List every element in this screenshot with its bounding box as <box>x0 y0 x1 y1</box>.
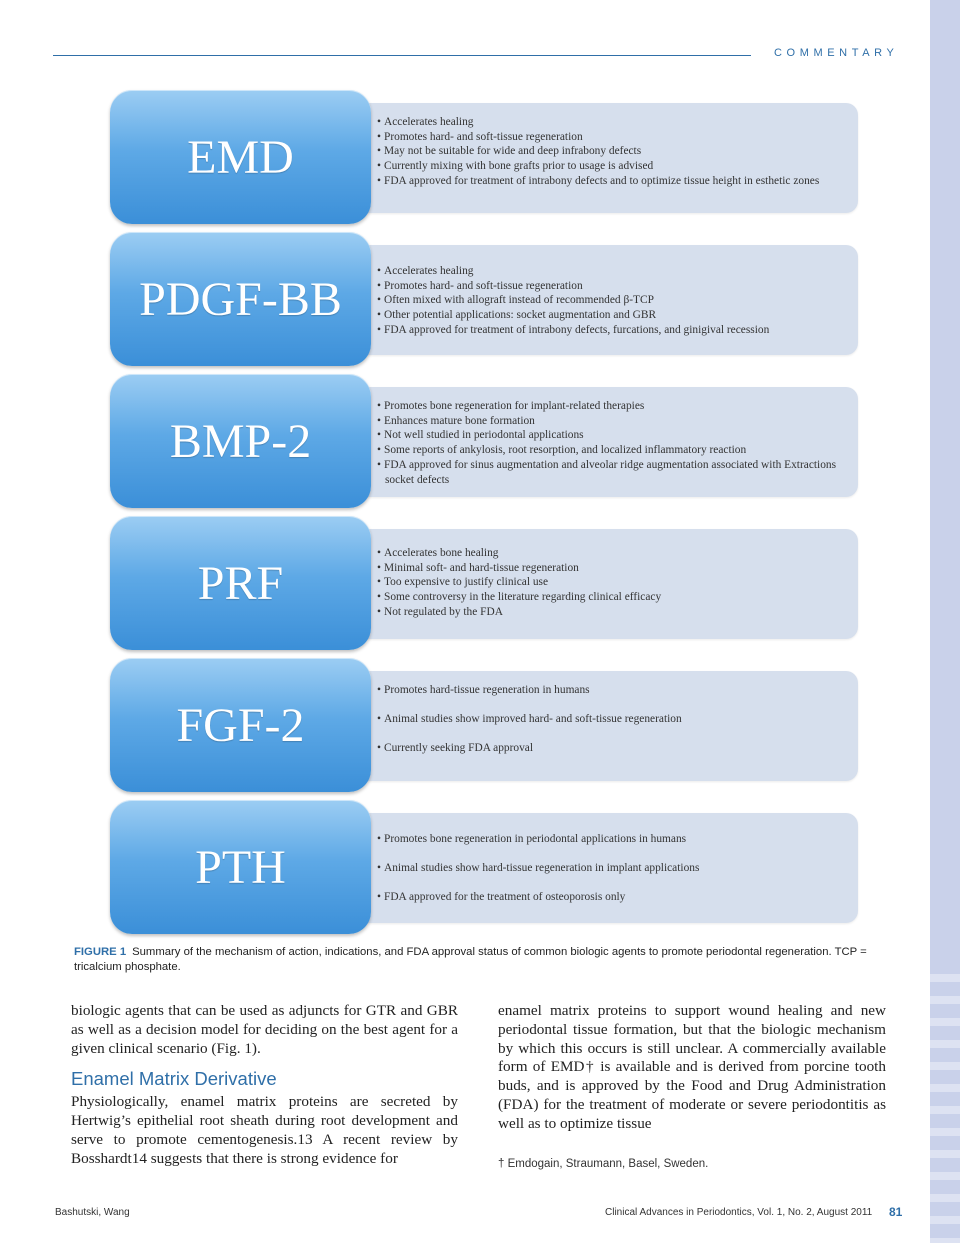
agent-label: FGF-2 <box>176 698 305 752</box>
side-color-strip <box>930 0 960 1243</box>
bullet-item: • May not be suitable for wide and deep infrabony defects <box>377 144 837 159</box>
bullet-item: • Animal studies show hard-tissue regeneration in implant applications <box>377 861 837 876</box>
footnote: † Emdogain, Straumann, Basel, Sweden. <box>498 1158 709 1170</box>
agent-label: PTH <box>195 840 286 894</box>
body-paragraph: biologic agents that can be used as adjuncts for GTR and GBR as well as a decision model for deciding on the best agent for a given clinical scenario (Fig. 1). <box>71 1002 458 1057</box>
bullet-item: • FDA approved for the treatment of osteoporosis only <box>377 890 837 905</box>
figure-row-pdgf-bb <box>110 232 858 366</box>
bullet-item: • Enhances mature bone formation <box>377 414 837 429</box>
bullet-item: • Other potential applications: socket augmentation and GBR <box>377 308 837 323</box>
bullet-item: • Promotes hard- and soft-tissue regeneration <box>377 279 837 294</box>
bullet-item: • Not regulated by the FDA <box>377 605 837 620</box>
agent-box <box>110 374 371 508</box>
bullet-item: • Promotes bone regeneration in periodontal applications in humans <box>377 832 837 847</box>
page-number: 81 <box>889 1205 903 1219</box>
bullet-list <box>377 546 837 620</box>
body-paragraph: enamel matrix proteins to support wound healing and new periodontal tissue formation, but that the biologic mechanism by which this occurs is still unclear. A commercially available form of EMD† is available and is derived from porcine tooth buds, and is approved by the Food and Drug Administration (FDA) for the treatment of moderate or severe periodontitis as well as to optimize tissue <box>498 1002 886 1132</box>
agent-label: BMP-2 <box>169 414 312 468</box>
caption-text: Summary of the mechanism of action, indications, and FDA approval status of common biologic agents to promote periodontal regeneration. TCP = tricalcium phosphate. <box>74 946 867 973</box>
agent-label: PDGF-BB <box>139 272 342 326</box>
bullet-item: • Not well studied in periodontal applications <box>377 428 837 443</box>
bullet-item: • Animal studies show improved hard- and soft-tissue regeneration <box>377 712 837 727</box>
footer-journal: Clinical Advances in Periodontics, Vol. 1, No. 2, August 2011 <box>605 1207 873 1218</box>
header-rule <box>53 55 751 56</box>
bullet-item: • Accelerates healing <box>377 115 837 130</box>
body-column-left <box>71 1002 458 1169</box>
bullet-item: • Some reports of ankylosis, root resorption, and localized inflammatory reaction <box>377 443 837 458</box>
body-paragraph: Physiologically, enamel matrix proteins are secreted by Hertwig’s epithelial root sheath during root development and serve to promote cementogenesis.13 A recent review by Bosshardt14 suggests that there is strong evidence for <box>71 1093 458 1167</box>
bullet-list <box>377 115 837 189</box>
figure-label: FIGURE 1 <box>74 946 127 958</box>
bullet-item: • Currently mixing with bone grafts prior to usage is advised <box>377 159 837 174</box>
bullet-item: • FDA approved for treatment of intrabony defects, furcations, and ginigival recession <box>377 323 837 338</box>
figure-caption <box>74 945 894 974</box>
body-column-right <box>498 1002 886 1134</box>
bullet-item: • Minimal soft- and hard-tissue regeneration <box>377 561 837 576</box>
agent-box <box>110 658 371 792</box>
section-label: COMMENTARY <box>774 47 899 59</box>
bullet-item: • FDA approved for sinus augmentation and alveolar ridge augmentation associated with Extractions socket defects <box>377 458 837 487</box>
figure-row-emd <box>110 90 858 224</box>
figure-row-pth <box>110 800 858 934</box>
bullet-item: • FDA approved for treatment of intrabony defects and to optimize tissue height in esthetic zones <box>377 174 837 189</box>
footer-authors: Bashutski, Wang <box>55 1207 130 1218</box>
bullet-item: • Accelerates healing <box>377 264 837 279</box>
bullet-item: • Accelerates bone healing <box>377 546 837 561</box>
bullet-list <box>377 264 837 338</box>
figure-row-prf <box>110 516 858 650</box>
bullet-item: • Too expensive to justify clinical use <box>377 575 837 590</box>
figure-row-bmp-2 <box>110 374 858 508</box>
agent-box <box>110 232 371 366</box>
bullet-item: • Promotes bone regeneration for implant-related therapies <box>377 399 837 414</box>
agent-label: PRF <box>197 556 284 610</box>
bullet-item: • Currently seeking FDA approval <box>377 741 837 756</box>
bullet-list <box>377 399 837 487</box>
section-heading: Enamel Matrix Derivative <box>71 1068 277 1090</box>
figure-row-fgf-2 <box>110 658 858 792</box>
agent-box <box>110 800 371 934</box>
bullet-item: • Promotes hard- and soft-tissue regeneration <box>377 130 837 145</box>
bullet-item: • Some controversy in the literature regarding clinical efficacy <box>377 590 837 605</box>
bullet-item: • Often mixed with allograft instead of recommended β-TCP <box>377 293 837 308</box>
bullet-list <box>377 832 837 919</box>
agent-label: EMD <box>187 130 294 184</box>
agent-box <box>110 90 371 224</box>
agent-box <box>110 516 371 650</box>
bullet-list <box>377 683 837 770</box>
bullet-item: • Promotes hard-tissue regeneration in humans <box>377 683 837 698</box>
